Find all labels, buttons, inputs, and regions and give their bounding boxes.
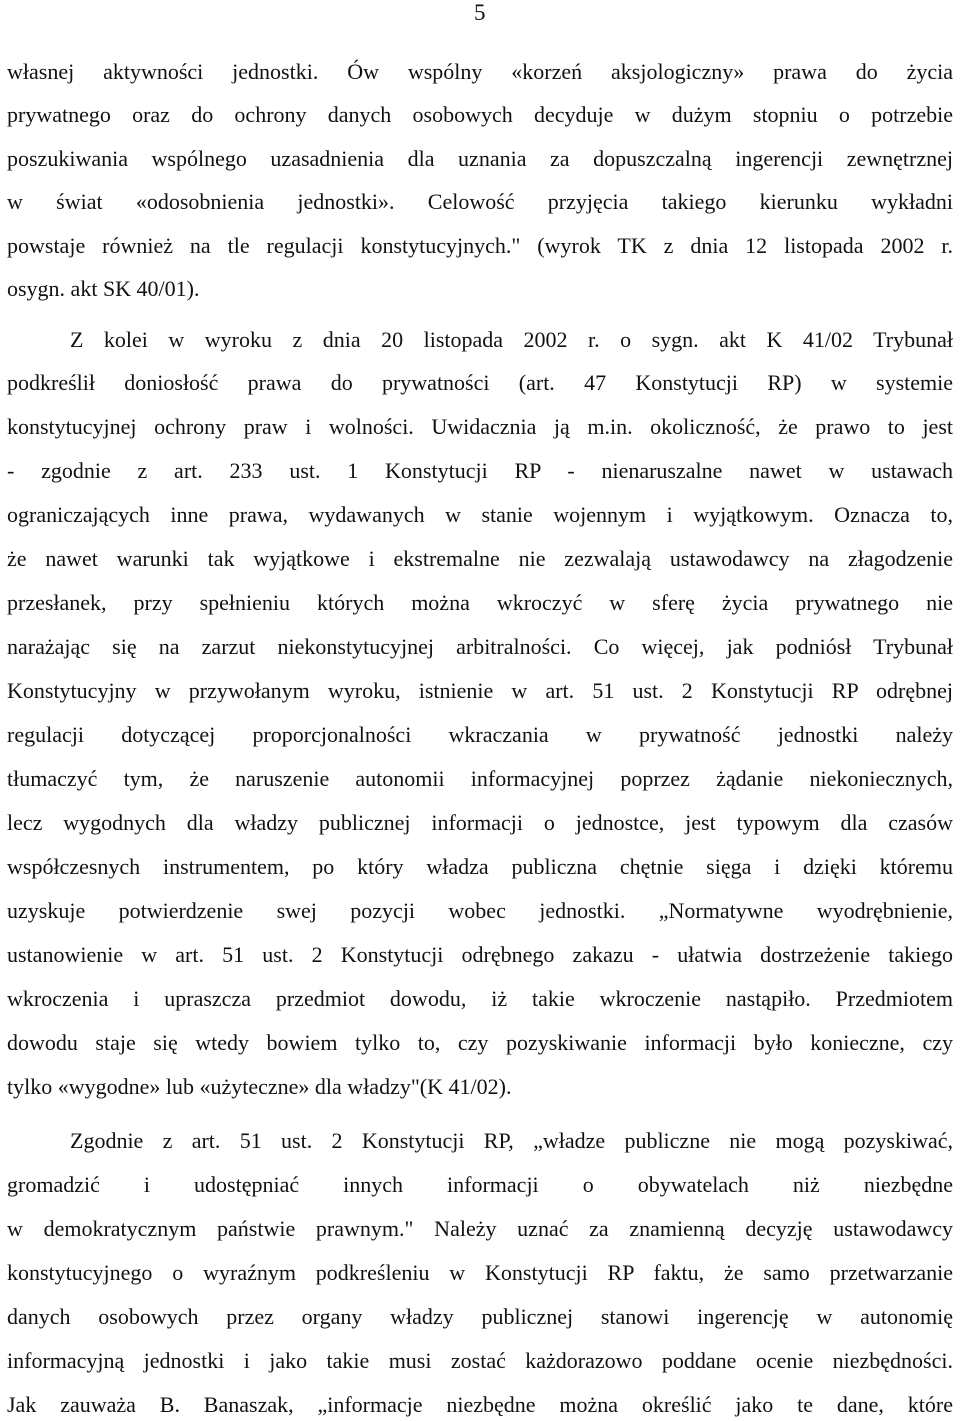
text-line: tłumaczyć tym, że naruszenie autonomii informacyjnej poprzez żądanie niekoniecznych,	[7, 766, 953, 791]
text-line: uzyskuje potwierdzenie swej pozycji wobec jednostki. „Normatywne wyodrębnienie,	[7, 898, 953, 923]
text-line: ustanowienie w art. 51 ust. 2 Konstytucji odrębnego zakazu - ułatwia dostrzeżenie takiego	[7, 942, 953, 967]
text-line: danych osobowych przez organy władzy publicznej stanowi ingerencję w autonomię	[7, 1304, 953, 1329]
text-line: Jak zauważa B. Banaszak, „informacje niezbędne można określić jako te dane, które	[7, 1392, 953, 1417]
text-line: powstaje również na tle regulacji konstytucyjnych." (wyrok TK z dnia 12 listopada 2002 r.	[7, 233, 953, 258]
text-line: poszukiwania wspólnego uzasadnienia dla uznania za dopuszczalną ingerencji zewnętrznej	[7, 146, 953, 171]
text-line: Z kolei w wyroku z dnia 20 listopada 2002 r. o sygn. akt K 41/02 Trybunał	[70, 327, 953, 352]
text-line: podkreślił doniosłość prawa do prywatności (art. 47 Konstytucji RP) w systemie	[7, 370, 953, 395]
text-line: informacyjną jednostki i jako takie musi zostać każdorazowo poddane ocenie niezbędności.	[7, 1348, 953, 1373]
text-line: konstytucyjnej ochrony praw i wolności. Uwidacznia ją m.in. okoliczność, że prawo to jest	[7, 414, 953, 439]
text-line: lecz wygodnych dla władzy publicznej informacji o jednostce, jest typowym dla czasów	[7, 810, 953, 835]
page-number: 5	[474, 0, 486, 25]
text-line: ograniczających inne prawa, wydawanych w stanie wojennym i wyjątkowym. Oznacza to,	[7, 502, 953, 527]
text-line: tylko «wygodne» lub «użyteczne» dla władzy"(K 41/02).	[7, 1074, 512, 1099]
text-line: dowodu staje się wtedy bowiem tylko to, czy pozyskiwanie informacji było konieczne, czy	[7, 1030, 953, 1055]
text-line: prywatnego oraz do ochrony danych osobowych decyduje w dużym stopniu o potrzebie	[7, 102, 953, 127]
text-line: wkroczenia i upraszcza przedmiot dowodu, iż takie wkroczenie nastąpiło. Przedmiotem	[7, 986, 953, 1011]
text-line: że nawet warunki tak wyjątkowe i ekstremalne nie zezwalają ustawodawcy na złagodzenie	[7, 546, 953, 571]
text-line: - zgodnie z art. 233 ust. 1 Konstytucji RP - nienaruszalne nawet w ustawach	[7, 458, 953, 483]
text-line: osygn. akt SK 40/01).	[7, 276, 200, 301]
text-line: Konstytucyjny w przywołanym wyroku, istnienie w art. 51 ust. 2 Konstytucji RP odrębnej	[7, 678, 953, 703]
text-line: w świat «odosobnienia jednostki». Celowość przyjęcia takiego kierunku wykładni	[7, 189, 953, 214]
text-line: gromadzić i udostępniać innych informacji o obywatelach niż niezbędne	[7, 1172, 953, 1197]
text-line: w demokratycznym państwie prawnym." Należy uznać za znamienną decyzję ustawodawcy	[7, 1216, 953, 1241]
text-line: konstytucyjnego o wyraźnym podkreśleniu w Konstytucji RP faktu, że samo przetwarzanie	[7, 1260, 953, 1285]
text-line: przesłanek, przy spełnieniu których można wkroczyć w sferę życia prywatnego nie	[7, 590, 953, 615]
text-line: własnej aktywności jednostki. Ów wspólny «korzeń aksjologiczny» prawa do życia	[7, 59, 953, 84]
text-line: narażając się na zarzut niekonstytucyjnej arbitralności. Co więcej, jak podniósł Trybunał	[7, 634, 953, 659]
text-line: regulacji dotyczącej proporcjonalności wkraczania w prywatność jednostki należy	[7, 722, 953, 747]
text-line: Zgodnie z art. 51 ust. 2 Konstytucji RP, „władze publiczne nie mogą pozyskiwać,	[70, 1128, 953, 1153]
text-line: współczesnych instrumentem, po który władza publiczna chętnie sięga i dzięki któremu	[7, 854, 953, 879]
